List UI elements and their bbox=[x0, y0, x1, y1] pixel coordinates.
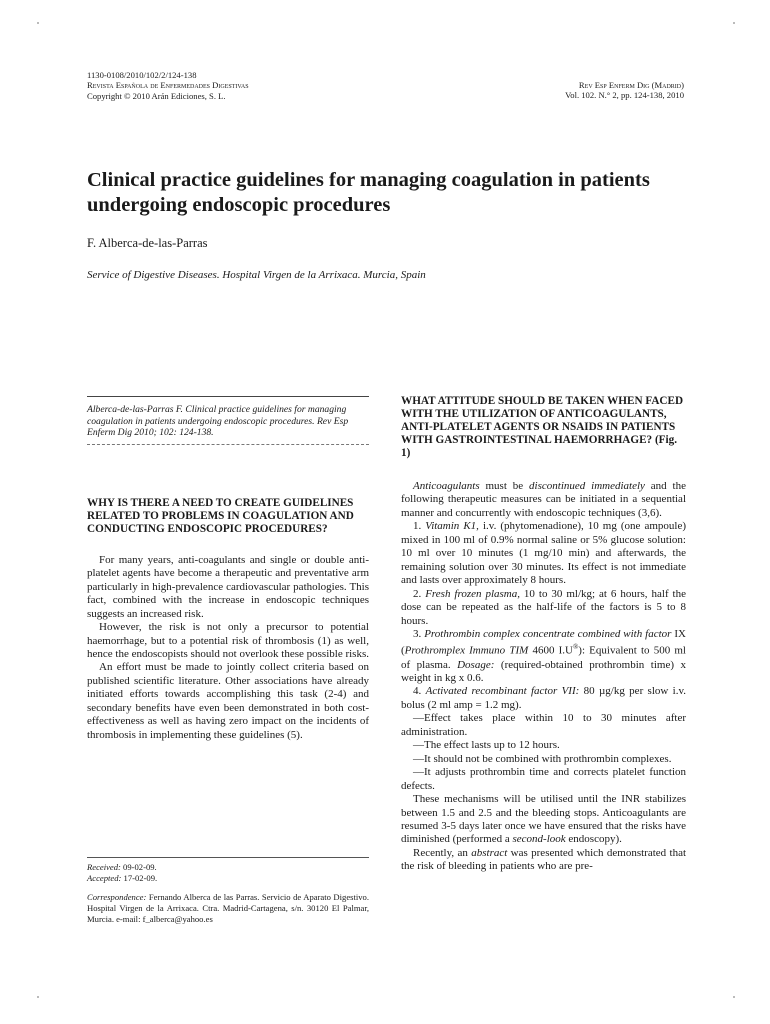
dosage-label: Dosage: bbox=[457, 658, 495, 671]
paragraph-anticoagulants bbox=[401, 480, 686, 520]
accepted-label: Accepted: bbox=[87, 873, 122, 883]
scan-speck bbox=[733, 22, 735, 24]
list-item-plasma bbox=[401, 588, 686, 628]
text-span: and the following therapeutic measures can be initiated in a sequential manner and concurrently with endoscopic techniques (3,6). bbox=[401, 480, 686, 519]
emphasis: abstract bbox=[471, 846, 508, 859]
dash-item: —The effect lasts up to 12 hours. bbox=[413, 739, 560, 752]
volume-line: Vol. 102. N.° 2, pp. 124-138, 2010 bbox=[565, 90, 684, 101]
item-text: 4600 I.U bbox=[528, 645, 573, 658]
paragraph: For many years, anti-coagulants and single or double anti-platelet agents have become a therapeutic and preventative arm particularly in high-prevalence cardiovascular pathologies. This fact, combined with the increase in endoscopic techniques suggests an increased risk. bbox=[87, 553, 369, 620]
paragraph: However, the risk is not only a precursor to potential haemorrhage, but to a potential risk of thrombosis (1) as well, hence the endoscopists should not overlook these possible risks. bbox=[87, 621, 369, 660]
section-body-why bbox=[87, 554, 369, 742]
item-text: 80 µg/kg per slow i.v. bolus (2 ml amp = 1.2 mg). bbox=[401, 685, 687, 711]
item-number: 1. bbox=[413, 520, 426, 533]
text-span: was presented which demonstrated that the risk of bleeding in patients who are pre- bbox=[401, 846, 687, 873]
text-span: must be bbox=[479, 480, 530, 492]
journal-header-left bbox=[87, 70, 249, 101]
journal-name: Revista Española de Enfermedades Digestivas bbox=[87, 80, 249, 91]
scan-speck bbox=[37, 996, 39, 998]
paragraph: An effort must be made to jointly collect criteria based on published scientific literature. Other associations have already initiated efforts towards accomplishing this task (2-4) and secondary benefits have even been demonstrated in both cost-effectiveness as well as having zero impact on the incidents of thrombosis in implementing these guidelines (5). bbox=[87, 661, 369, 741]
list-item-factor-vii bbox=[401, 685, 686, 712]
section-heading-why: WHY IS THERE A NEED TO CREATE GUIDELINES RELATED TO PROBLEMS IN COAGULATION AND CONDUCTING ENDOSCOPIC PROCEDURES? bbox=[87, 496, 354, 535]
scan-speck bbox=[37, 22, 39, 24]
item-number: 3. bbox=[413, 627, 425, 640]
item-name: Fresh frozen plasma, bbox=[425, 587, 520, 600]
text-span: These mechanisms will be utilised until the INR stabilizes between 1.5 and 2.5 and the bleeding stops. Anticoagulants are resumed 3-5 days later once we have ensured that the risks have diminished (performed a bbox=[401, 793, 686, 846]
section-body-attitude bbox=[401, 480, 686, 874]
journal-abbrev: Rev Esp Enferm Dig (Madrid) bbox=[578, 80, 684, 90]
emphasis: second-look bbox=[512, 833, 566, 846]
dash-item: —It should not be combined with prothrombin complexes. bbox=[413, 752, 672, 765]
item-number: 2. bbox=[413, 587, 426, 600]
brand-name: Prothromplex Immuno TIM bbox=[404, 645, 529, 658]
item-name: Activated recombinant factor VII: bbox=[425, 685, 580, 698]
issn-line: 1130-0108/2010/102/2/124-138 bbox=[87, 70, 197, 80]
list-item-vitamin-k bbox=[401, 520, 686, 587]
citation-box: Alberca-de-las-Parras F. Clinical practice guidelines for managing coagulation in patients undergoing endoscopic procedures. Rev Esp Enferm Dig 2010; 102: 124-138. bbox=[87, 396, 369, 445]
accepted-note bbox=[87, 873, 369, 884]
item-text: (required-obtained prothrombin time) x weight in kg x 0.6. bbox=[401, 658, 687, 684]
article-title: Clinical practice guidelines for managing coagulation in patients undergoing endoscopic procedures bbox=[87, 169, 650, 216]
correspondence-note bbox=[87, 892, 369, 925]
text-span: Recently, an bbox=[413, 846, 472, 859]
left-column bbox=[87, 396, 369, 742]
item-name: Vitamin K1, bbox=[425, 520, 479, 533]
right-column bbox=[401, 395, 686, 874]
dash-item: —Effect takes place within 10 to 30 minutes after administration. bbox=[401, 712, 686, 738]
correspondence-text: Fernando Alberca de las Parras. Servicio de Aparato Digestivo. Hospital Virgen de la Arrixaca. Ctra. Madrid-Cartagena, s/n. 30120 El Palmar, Murcia. e-mail: f_alberca@yahoo.es bbox=[87, 892, 370, 924]
item-name: Prothrombin complex concentrate combined with factor bbox=[424, 627, 672, 640]
correspondence-label: Correspondence: bbox=[87, 892, 147, 902]
paragraph-mechanisms bbox=[401, 793, 686, 847]
section-heading-attitude: WHAT ATTITUDE SHOULD BE TAKEN WHEN FACED WITH THE UTILIZATION OF ANTICOAGULANTS, ANTI-PLATELET AGENTS OR NSAIDS IN PATIENTS WITH GASTROINTESTINAL HAEMORRHAGE? (Fig. 1) bbox=[401, 395, 684, 459]
article-affiliation: Service of Digestive Diseases. Hospital Virgen de la Arrixaca. Murcia, Spain bbox=[87, 269, 426, 281]
dash-item: —It adjusts prothrombin time and corrects platelet function defects. bbox=[401, 766, 686, 792]
scan-speck bbox=[733, 996, 735, 998]
paragraph-recently bbox=[401, 847, 686, 874]
emphasis: discontinued immediately bbox=[529, 480, 645, 492]
registered-mark: ® bbox=[572, 643, 579, 652]
text-span: endoscopy). bbox=[565, 833, 622, 846]
received-note bbox=[87, 862, 369, 873]
received-date: 09-02-09. bbox=[123, 862, 157, 872]
journal-header-right bbox=[565, 80, 684, 101]
term: Anticoagulants bbox=[413, 480, 480, 492]
copyright-line: Copyright © 2010 Arán Ediciones, S. L. bbox=[87, 90, 226, 101]
item-text: ): Equivalent to 500 ml of plasma. bbox=[401, 645, 686, 671]
article-notes bbox=[87, 857, 369, 925]
accepted-date: 17-02-09. bbox=[123, 873, 158, 883]
item-text: IX ( bbox=[401, 627, 686, 658]
item-text: i.v. (phytomenadione), 10 mg (one ampoule) mixed in 100 ml of 0.9% normal saline or 5% glucose solution: 10 ml over 10 minutes (1 mg/10 min) and afterwards, the remaining solution over 30 minutes. Its effect is not immediate and lasts over approximately 8 hours. bbox=[401, 520, 687, 587]
item-text: 10 to 30 ml/kg; at 6 hours, half the dose can be repeated as the half-life of the factors is 5 to 8 hours. bbox=[401, 587, 686, 627]
article-author: F. Alberca-de-las-Parras bbox=[87, 236, 208, 250]
received-label: Received: bbox=[87, 862, 121, 872]
item-number: 4. bbox=[413, 685, 426, 698]
list-item-prothrombin bbox=[401, 628, 686, 685]
